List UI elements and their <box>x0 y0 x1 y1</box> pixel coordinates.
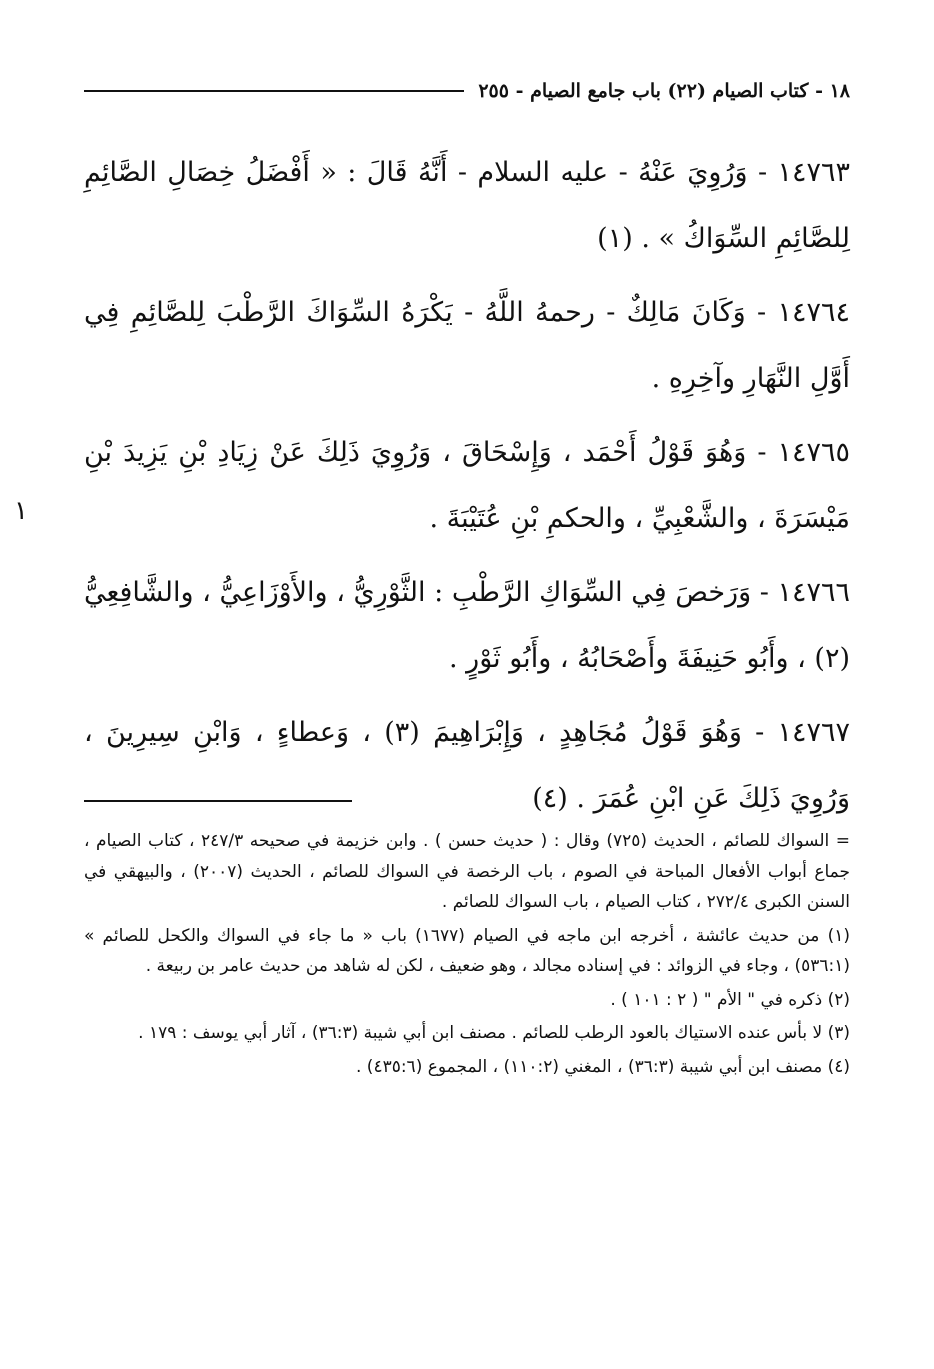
running-header-title: ١٨ - كتاب الصيام (٢٢) باب جامع الصيام - ٢٥٥ <box>478 80 850 102</box>
margin-mark: ١ <box>14 496 28 526</box>
paragraph-14765: ١٤٧٦٥ - وَهُوَ قَوْلُ أَحْمَد ، وَإِسْحَاقَ ، وَرُوِيَ ذَلِكَ عَنْ زِيَادِ بْنِ يَزِيدَ بْنِ مَيْسَرَةَ ، والشَّعْبِيِّ ، والحكمِ بْنِ عُتَيْبَةَ . <box>84 437 850 534</box>
paragraph-14763: ١٤٧٦٣ - وَرُوِيَ عَنْهُ - عليه السلام - أَنَّهُ قَالَ : « أَفْضَلُ خِصَالِ الصَّائِمِ لِلصَّائِمِ السِّوَاكُ » . (١) <box>84 157 850 254</box>
paragraph-14766: ١٤٧٦٦ - وَرَخصَ فِي السِّوَاكِ الرَّطْبِ : الثَّوْرِيُّ ، والأَوْزَاعِيُّ ، والشَّافِعِيُّ (٢) ، وأَبُو حَنِيفَةَ وأَصْحَابُهُ ، وأَبُو ثَوْرٍ . <box>84 577 850 674</box>
footnotes <box>84 826 850 1085</box>
footnote-1: (١) من حديث عائشة ، أخرجه ابن ماجه في الصيام (١٦٧٧) باب « ما جاء في السواك والكحل للصائم » (٥٣٦:١) ، وجاء في الزوائد : في إسناده مجالد ، وهو ضعيف ، لكن له شاهد من حديث عامر بن ربيعة . <box>84 925 850 976</box>
footnote-separator <box>84 800 352 802</box>
main-text <box>84 140 850 840</box>
page-header <box>84 76 850 106</box>
footnote-3: (٣) لا بأس عنده الاستياك بالعود الرطب للصائم . مصنف ابن أبي شيبة (٣٦:٣) ، آثار أبي يوسف : ١٧٩ . <box>138 1023 850 1043</box>
paragraph-14767: ١٤٧٦٧ - وَهُوَ قَوْلُ مُجَاهِدٍ ، وَإِبْرَاهِيمَ (٣) ، وَعطاءٍ ، وَابْنِ سِيرِينَ ، وَرُوِيَ ذَلِكَ عَنِ ابْنِ عُمَرَ . (٤) <box>84 717 850 814</box>
header-rule <box>84 90 464 92</box>
footnote-2: (٢) ذكره في " الأم " ( ٢ : ١٠١ ) . <box>610 989 850 1010</box>
footnote-continuation: = السواك للصائم ، الحديث (٧٢٥) وقال : ( حديث حسن ) . وابن خزيمة في صحيحه ٢٤٧/٣ ، كتاب الصيام ، جماع أبواب الأفعال المباحة في الصوم ، باب الرخصة في السواك للصائم ، الحديث (٢٠٠٧) ، والبيهقي في السنن الكبرى ٢٧٢/٤ ، كتاب الصيام ، باب السواك للصائم . <box>84 831 850 912</box>
footnote-4: (٤) مصنف ابن أبي شيبة (٣٦:٣) ، المغني (١١٠:٢) ، المجموع (٤٣٥:٦) . <box>355 1056 850 1077</box>
paragraph-14764: ١٤٧٦٤ - وَكَانَ مَالِكٌ - رحمهُ اللَّهُ - يَكْرَهُ السِّوَاكَ الرَّطْبَ لِلصَّائِمِ فِي أَوَّلِ النَّهَارِ وآخِرِهِ . <box>84 297 850 394</box>
